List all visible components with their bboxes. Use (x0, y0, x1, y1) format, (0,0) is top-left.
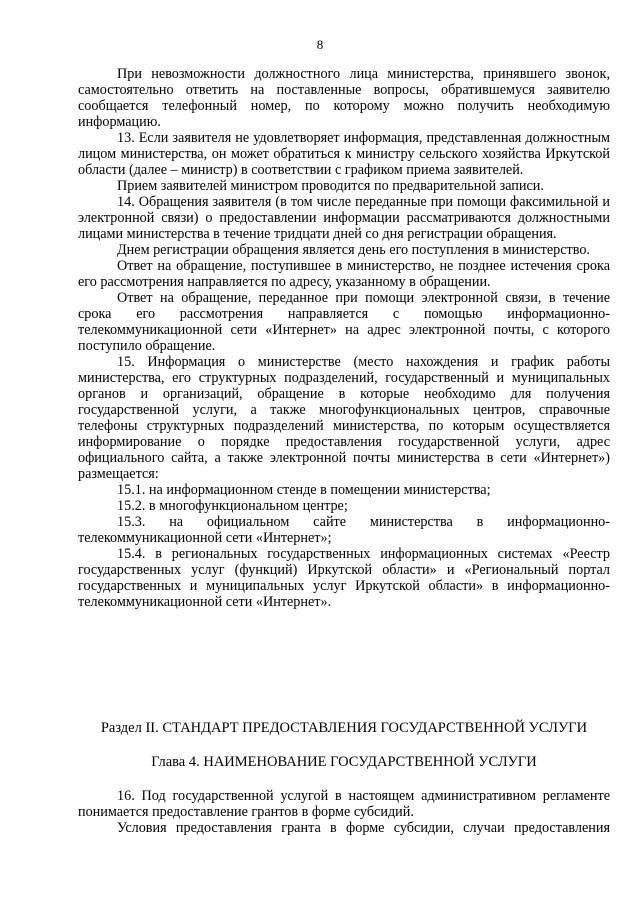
paragraph: 15.2. в многофункциональном центре; (117, 498, 348, 514)
page-number: 8 (316, 37, 324, 52)
section-heading: Раздел II. СТАНДАРТ ПРЕДОСТАВЛЕНИЯ ГОСУДАРСТВЕННОЙ УСЛУГИ (100, 720, 588, 736)
document-body (78, 66, 610, 610)
paragraph: Ответ на обращение, поступившее в министерство, не позднее истечения срока его рассмотрения направляется по адресу, указанному в обращении. (78, 258, 610, 290)
paragraph: Днем регистрации обращения является день его поступления в министерство. (117, 242, 590, 258)
paragraph: При невозможности должностного лица министерства, принявшего звонок, самостоятельно ответить на поставленные вопросы, обратившемуся заявителю сообщается телефонный номер, по которому можно получить необходимую информацию. (78, 66, 610, 130)
document-body-continued (78, 788, 610, 836)
paragraph: 14. Обращения заявителя (в том числе переданные при помощи факсимильной и электронной связи) о предоставлении информации рассматриваются должностными лицами министерства в течение тридцати дней со дня регистрации обращения. (78, 194, 610, 242)
paragraph: Ответ на обращение, переданное при помощи электронной связи, в течение срока его рассмотрения направляется с помощью информационно-телекоммуникационной сети «Интернет» на адрес электронной почты, с которого поступило обращение. (78, 290, 610, 354)
paragraph: 16. Под государственной услугой в настоящем административном регламенте понимается предоставление грантов в форме субсидий. (78, 788, 610, 820)
chapter-heading: Глава 4. НАИМЕНОВАНИЕ ГОСУДАРСТВЕННОЙ УСЛУГИ (151, 754, 537, 770)
paragraph: Условия предоставления гранта в форме субсидии, случаи предоставления (117, 820, 610, 836)
paragraph: Прием заявителей министром проводится по предварительной записи. (117, 178, 544, 194)
paragraph: 15.1. на информационном стенде в помещении министерства; (117, 482, 491, 498)
paragraph: 15.3. на официальном сайте министерства в информационно-телекоммуникационной сети «Интернет»; (78, 514, 610, 546)
paragraph: 15. Информация о министерстве (место нахождения и график работы министерства, его структурных подразделений, государственный и муниципальных органов и организаций, обращение в которые необходимо для получения государственной услуги, а также многофункциональных центров, справочные телефоны структурных подразделений министерства, по которым осуществляется информирование о порядке предоставления государственной услуги, адрес официального сайта, а также электронной почты министерства в сети «Интернет») размещается: (78, 354, 610, 482)
paragraph: 13. Если заявителя не удовлетворяет информация, представленная должностным лицом министерства, он может обратиться к министру сельского хозяйства Иркутской области (далее – министр) в соответствии с графиком приема заявителей. (78, 130, 610, 178)
paragraph: 15.4. в региональных государственных информационных системах «Реестр государственных услуг (функций) Иркутской области» и «Региональный портал государственных и муниципальных услуг Иркутской области» в информационно-телекоммуникационной сети «Интернет». (78, 546, 610, 610)
